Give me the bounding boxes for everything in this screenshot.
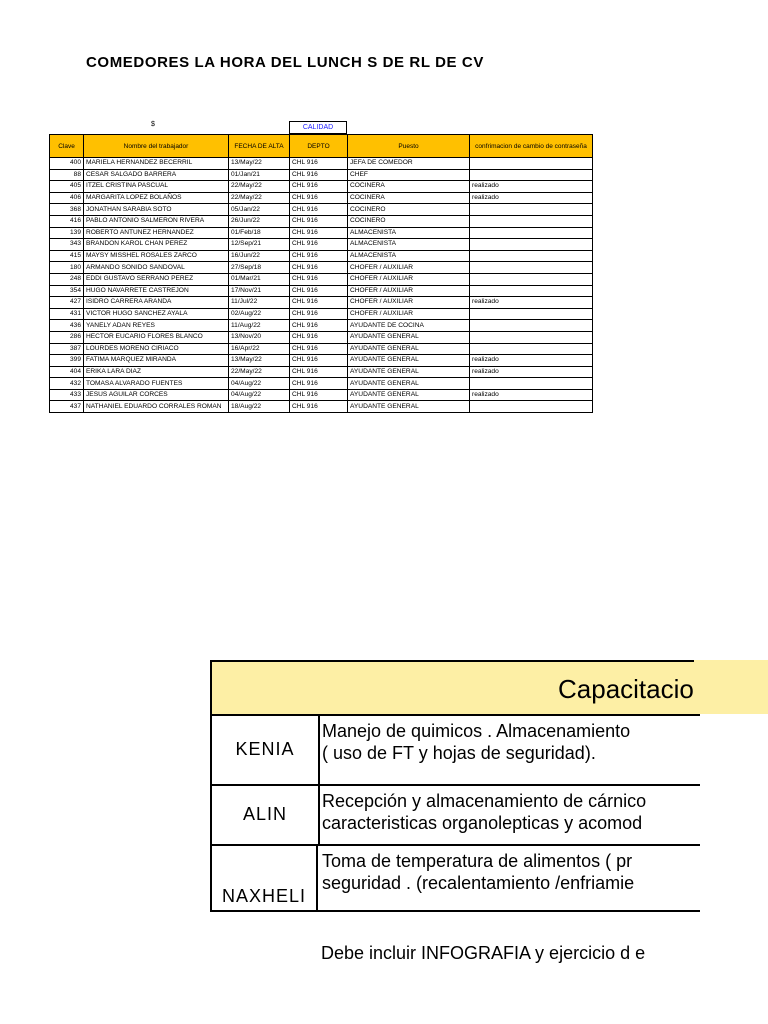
cell-puesto: CHOFER / AUXILIAR (348, 285, 470, 297)
cell-nombre: PABLO ANTONIO SALMERON RIVERA (84, 215, 229, 227)
cell-confirmacion (470, 239, 593, 251)
cell-clave: 399 (50, 355, 84, 367)
capacitacion-row-kenia (212, 716, 700, 786)
cell-depto: CHL 916 (290, 285, 348, 297)
cell-clave: 180 (50, 262, 84, 274)
cell-depto: CHL 916 (290, 192, 348, 204)
cell-fecha-alta: 04/Aug/22 (229, 389, 290, 401)
training-topic-line: ( uso de FT y hojas de seguridad). (322, 743, 596, 763)
table-row (50, 262, 593, 274)
cell-puesto: COCINERA (348, 192, 470, 204)
cell-fecha-alta: 04/Aug/22 (229, 378, 290, 390)
cell-nombre: VICTOR HUGO SANCHEZ AYALA (84, 308, 229, 320)
cell-fecha-alta: 22/May/22 (229, 192, 290, 204)
cell-clave: 400 (50, 158, 84, 170)
cell-nombre: HUGO NAVARRETE CASTREJON (84, 285, 229, 297)
cell-puesto: COCINERO (348, 215, 470, 227)
cell-confirmacion: realizado (470, 355, 593, 367)
cell-fecha-alta: 11/Aug/22 (229, 320, 290, 332)
table-row (50, 285, 593, 297)
cell-puesto: AYUDANTE GENERAL (348, 355, 470, 367)
header-confirmacion: confrimacion de cambio de contraseña (470, 135, 593, 158)
cell-clave: 368 (50, 204, 84, 216)
cell-nombre: MARIELA HERNANDEZ BECERRIL (84, 158, 229, 170)
cell-nombre: LOURDES MORENO CIRIACO (84, 343, 229, 355)
cell-nombre: ROBERTO ANTUNEZ HERNANDEZ (84, 227, 229, 239)
cell-puesto: JEFA DE COMEDOR (348, 158, 470, 170)
cell-puesto: AYUDANTE GENERAL (348, 401, 470, 413)
header-nombre: Nombre del trabajador (84, 135, 229, 158)
cell-nombre: TOMASA ALVARADO FUENTES (84, 378, 229, 390)
cell-puesto: CHOFER / AUXILIAR (348, 273, 470, 285)
cell-confirmacion (470, 169, 593, 181)
table-row (50, 366, 593, 378)
cell-depto: CHL 916 (290, 389, 348, 401)
table-row (50, 401, 593, 413)
cell-depto: CHL 916 (290, 215, 348, 227)
cell-depto: CHL 916 (290, 273, 348, 285)
table-row (50, 308, 593, 320)
cell-puesto: AYUDANTE GENERAL (348, 378, 470, 390)
table-row (50, 297, 593, 309)
cell-puesto: ALMACENISTA (348, 239, 470, 251)
cell-fecha-alta: 13/May/22 (229, 355, 290, 367)
cell-fecha-alta: 01/Mar/21 (229, 273, 290, 285)
cell-depto: CHL 916 (290, 320, 348, 332)
trainer-name: ALIN (212, 786, 320, 844)
cell-puesto: COCINERA (348, 181, 470, 193)
company-title: COMEDORES LA HORA DEL LUNCH S DE RL DE CV (86, 54, 484, 71)
header-puesto: Puesto (348, 135, 470, 158)
capacitacion-row-naxheli (212, 846, 700, 912)
cell-confirmacion: realizado (470, 181, 593, 193)
capacitacion-title: Capacitacio (558, 674, 694, 704)
footer-note: Debe incluir INFOGRAFIA y ejercicio d e (321, 943, 646, 963)
table-row (50, 389, 593, 401)
cell-depto: CHL 916 (290, 331, 348, 343)
cell-fecha-alta: 22/May/22 (229, 181, 290, 193)
cell-confirmacion (470, 320, 593, 332)
cell-clave: 139 (50, 227, 84, 239)
cell-nombre: NATHANIEL EDUARDO CORRALES ROMAN (84, 401, 229, 413)
table-row (50, 158, 593, 170)
training-topic-line: Toma de temperatura de alimentos ( pr (322, 851, 633, 871)
cell-puesto: CHOFER / AUXILIAR (348, 262, 470, 274)
table-row (50, 355, 593, 367)
cell-puesto: ALMACENISTA (348, 250, 470, 262)
cell-fecha-alta: 18/Aug/22 (229, 401, 290, 413)
cell-clave: 404 (50, 366, 84, 378)
table-row (50, 192, 593, 204)
cell-depto: CHL 916 (290, 239, 348, 251)
cell-confirmacion: realizado (470, 366, 593, 378)
cell-clave: 406 (50, 192, 84, 204)
cell-fecha-alta: 22/May/22 (229, 366, 290, 378)
cell-puesto: AYUDANTE DE COCINA (348, 320, 470, 332)
cell-confirmacion (470, 215, 593, 227)
cell-fecha-alta: 11/Jul/22 (229, 297, 290, 309)
cell-confirmacion (470, 158, 593, 170)
table-row (50, 320, 593, 332)
cell-puesto: CHEF (348, 169, 470, 181)
cell-clave: 433 (50, 389, 84, 401)
cell-nombre: YANELY ADAN REYES (84, 320, 229, 332)
dollar-sign: $ (151, 121, 155, 128)
cell-nombre: JONATHAN SARABIA SOTO (84, 204, 229, 216)
cell-depto: CHL 916 (290, 343, 348, 355)
training-topic (322, 790, 646, 834)
cell-confirmacion (470, 273, 593, 285)
cell-confirmacion (470, 343, 593, 355)
cell-confirmacion: realizado (470, 297, 593, 309)
cell-nombre: CESAR SALGADO BARRERA (84, 169, 229, 181)
cell-depto: CHL 916 (290, 401, 348, 413)
cell-nombre: ERIKA LARA DIAZ (84, 366, 229, 378)
cell-fecha-alta: 17/Nov/21 (229, 285, 290, 297)
cell-depto: CHL 916 (290, 169, 348, 181)
cell-nombre: EDDI GUSTAVO SERRANO PEREZ (84, 273, 229, 285)
header-depto: DEPTO (290, 135, 348, 158)
cell-puesto: AYUDANTE GENERAL (348, 343, 470, 355)
capacitacion-box (210, 660, 700, 912)
cell-clave: 354 (50, 285, 84, 297)
table-row (50, 343, 593, 355)
training-topic-line: caracteristicas organolepticas y acomod (322, 813, 643, 833)
table-header-row (50, 135, 593, 158)
cell-fecha-alta: 01/Jan/21 (229, 169, 290, 181)
cell-fecha-alta: 02/Aug/22 (229, 308, 290, 320)
cell-nombre: MARGARITA LOPEZ BOLAÑOS (84, 192, 229, 204)
capacitacion-header (212, 662, 700, 716)
table-row (50, 331, 593, 343)
cell-clave: 437 (50, 401, 84, 413)
cell-fecha-alta: 05/Jan/22 (229, 204, 290, 216)
cell-confirmacion (470, 204, 593, 216)
cell-confirmacion (470, 250, 593, 262)
training-topic-line: Manejo de quimicos . Almacenamiento (322, 721, 631, 741)
cell-confirmacion (470, 308, 593, 320)
cell-fecha-alta: 12/Sep/21 (229, 239, 290, 251)
cell-depto: CHL 916 (290, 181, 348, 193)
capacitacion-row-alin (212, 786, 700, 846)
trainer-name: NAXHELI (212, 846, 318, 912)
cell-depto: CHL 916 (290, 297, 348, 309)
cell-depto: CHL 916 (290, 250, 348, 262)
table-row (50, 378, 593, 390)
cell-clave: 431 (50, 308, 84, 320)
cell-fecha-alta: 16/Jun/22 (229, 250, 290, 262)
cell-puesto: CHOFER / AUXILIAR (348, 297, 470, 309)
header-fecha-alta: FECHA DE ALTA (229, 135, 290, 158)
cell-puesto: AYUDANTE GENERAL (348, 331, 470, 343)
training-topic (322, 720, 630, 764)
cell-clave: 436 (50, 320, 84, 332)
cell-clave: 286 (50, 331, 84, 343)
cell-puesto: ALMACENISTA (348, 227, 470, 239)
cell-nombre: HECTOR EUCARIO FLORES BLANCO (84, 331, 229, 343)
cell-clave: 415 (50, 250, 84, 262)
cell-depto: CHL 916 (290, 308, 348, 320)
cell-nombre: ISIDRO CARRERA ARANDA (84, 297, 229, 309)
table-row (50, 250, 593, 262)
table-row (50, 215, 593, 227)
table-row (50, 239, 593, 251)
training-topic-line: Recepción y almacenamiento de cárnico (322, 791, 647, 811)
cell-puesto: AYUDANTE GENERAL (348, 366, 470, 378)
cell-depto: CHL 916 (290, 158, 348, 170)
employee-table (49, 134, 593, 413)
cell-clave: 432 (50, 378, 84, 390)
cell-confirmacion (470, 262, 593, 274)
table-body (50, 158, 593, 413)
cell-depto: CHL 916 (290, 355, 348, 367)
cell-confirmacion: realizado (470, 192, 593, 204)
cell-fecha-alta: 13/Nov/20 (229, 331, 290, 343)
table-row (50, 169, 593, 181)
table-row (50, 181, 593, 193)
capacitacion-header-overflow (694, 660, 768, 714)
cell-nombre: ITZEL CRISTINA PASCUAL (84, 181, 229, 193)
cell-confirmacion (470, 227, 593, 239)
cell-fecha-alta: 16/Apr/22 (229, 343, 290, 355)
cell-nombre: ARMANDO SONIDO SANDOVAL (84, 262, 229, 274)
training-topic-line: seguridad . (recalentamiento /enfriamie (322, 873, 635, 893)
cell-fecha-alta: 13/May/22 (229, 158, 290, 170)
cell-depto: CHL 916 (290, 366, 348, 378)
cell-nombre: MAYSY MISSHEL ROSALES ZARCO (84, 250, 229, 262)
table-row (50, 273, 593, 285)
cell-depto: CHL 916 (290, 227, 348, 239)
cell-confirmacion: realizado (470, 389, 593, 401)
cell-clave: 248 (50, 273, 84, 285)
cell-nombre: BRANDON KAROL CHAN PEREZ (84, 239, 229, 251)
trainer-name: KENIA (212, 716, 320, 784)
cell-fecha-alta: 01/Feb/18 (229, 227, 290, 239)
cell-clave: 88 (50, 169, 84, 181)
cell-confirmacion (470, 331, 593, 343)
cell-clave: 416 (50, 215, 84, 227)
cell-nombre: JESUS AGUILAR CORCES (84, 389, 229, 401)
cell-confirmacion (470, 401, 593, 413)
cell-fecha-alta: 27/Sep/18 (229, 262, 290, 274)
cell-depto: CHL 916 (290, 378, 348, 390)
training-topic (322, 850, 634, 894)
cell-depto: CHL 916 (290, 204, 348, 216)
cell-confirmacion (470, 378, 593, 390)
header-clave: Clave (50, 135, 84, 158)
table-row (50, 204, 593, 216)
cell-puesto: CHOFER / AUXILIAR (348, 308, 470, 320)
cell-puesto: AYUDANTE GENERAL (348, 389, 470, 401)
cell-confirmacion (470, 285, 593, 297)
cell-fecha-alta: 26/Jun/22 (229, 215, 290, 227)
cell-puesto: COCINERO (348, 204, 470, 216)
cell-nombre: FATIMA MARQUEZ MIRANDA (84, 355, 229, 367)
table-row (50, 227, 593, 239)
cell-depto: CHL 916 (290, 262, 348, 274)
cell-clave: 405 (50, 181, 84, 193)
calidad-label: CALIDAD (289, 121, 347, 134)
cell-clave: 427 (50, 297, 84, 309)
cell-clave: 343 (50, 239, 84, 251)
cell-clave: 387 (50, 343, 84, 355)
